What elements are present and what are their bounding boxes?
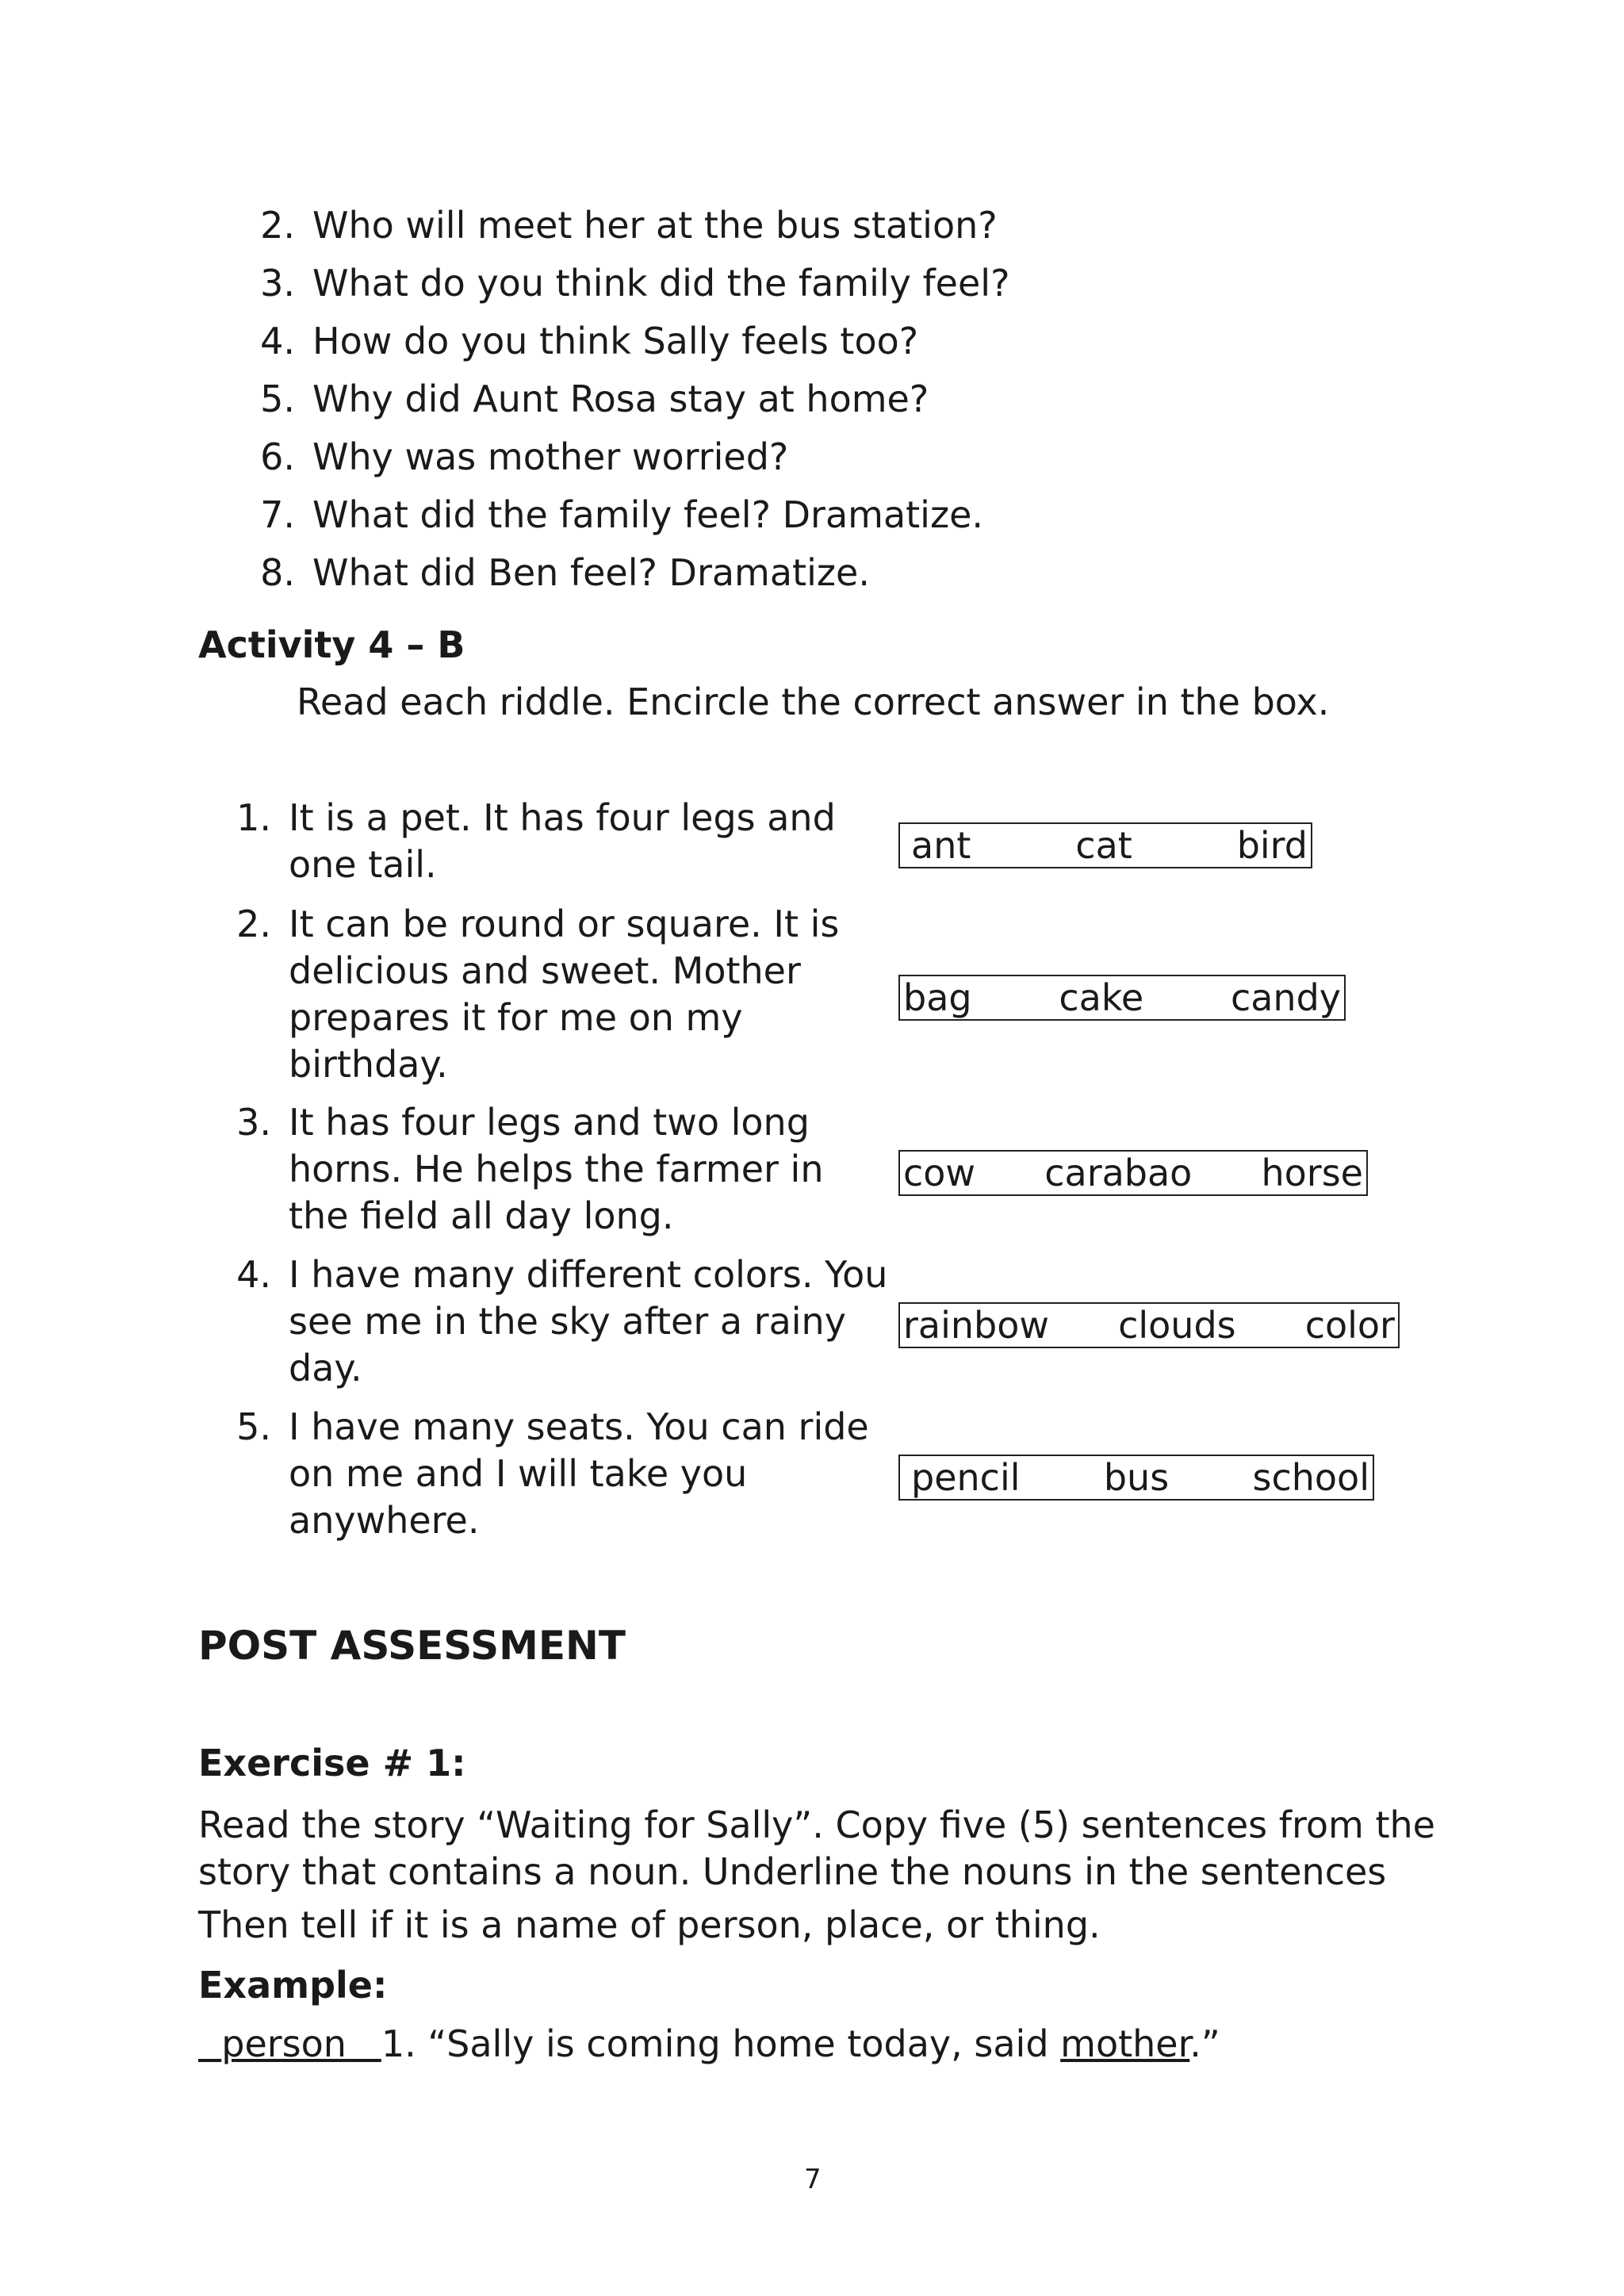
choice[interactable]: carabao: [1044, 1152, 1193, 1194]
choice[interactable]: color: [1304, 1304, 1395, 1347]
activity-heading: Activity 4 – B: [198, 623, 465, 666]
list-item: 2. Who will meet her at the bus station?: [260, 204, 998, 247]
choice[interactable]: clouds: [1118, 1304, 1236, 1347]
choice[interactable]: candy: [1230, 976, 1341, 1019]
choice[interactable]: ant: [911, 824, 971, 867]
list-item: 6. Why was mother worried?: [260, 435, 789, 478]
question-list: [238, 197, 1009, 602]
list-item: 4. How do you think Sally feels too?: [260, 320, 919, 362]
exercise-instructions: Read the story “Waiting for Sally”. Copy five (5) sentences from the story that contains a noun. Underline the nouns in the sentences: [198, 1803, 1435, 1893]
post-assessment-heading: POST ASSESSMENT: [198, 1623, 626, 1669]
answer-box: [898, 822, 1312, 868]
answer-box: [898, 975, 1346, 1021]
list-item: 5. Why did Aunt Rosa stay at home?: [260, 378, 929, 420]
example-sentence: person 1. “Sally is coming home today, said mother.”: [198, 2022, 1220, 2065]
list-item: 3. What do you think did the family feel?: [260, 262, 1010, 305]
exercise-instructions-cont: Then tell if it is a name of person, place, or thing.: [198, 1903, 1101, 1946]
choice[interactable]: bag: [903, 976, 972, 1019]
underlined-noun: mother: [1060, 2022, 1190, 2065]
choice[interactable]: bus: [1103, 1456, 1170, 1499]
choice[interactable]: cow: [903, 1152, 976, 1194]
choice[interactable]: pencil: [911, 1456, 1021, 1499]
riddle-item: 4. I have many different colors. You see me in the sky after a rainy day.: [236, 1253, 888, 1389]
answer-box: [898, 1302, 1400, 1348]
example-heading: Example:: [198, 1964, 388, 2007]
answer-box: [898, 1455, 1374, 1501]
page-number: 7: [804, 2164, 822, 2195]
riddle-item: 2. It can be round or square. It is delicious and sweet. Mother prepares it for me on my birthday.: [236, 903, 840, 1086]
riddle-item: 5. I have many seats. You can ride on me and I will take you anywhere.: [236, 1405, 869, 1542]
riddle-item: 3. It has four legs and two long horns. He helps the farmer in the field all day long.: [236, 1101, 824, 1237]
riddle-list: [214, 795, 888, 1556]
riddle-item: 1. It is a pet. It has four legs and one tail.: [236, 796, 836, 886]
choice[interactable]: cat: [1075, 824, 1132, 867]
list-item: 8. What did Ben feel? Dramatize.: [260, 551, 870, 594]
list-item: 7. What did the family feel? Dramatize.: [260, 493, 984, 536]
choice[interactable]: horse: [1261, 1152, 1363, 1194]
choice[interactable]: cake: [1059, 976, 1144, 1019]
choice[interactable]: rainbow: [903, 1304, 1049, 1347]
activity-instruction: Read each riddle. Encircle the correct answer in the box.: [297, 680, 1330, 723]
exercise-heading: Exercise # 1:: [198, 1742, 466, 1784]
choice[interactable]: school: [1252, 1456, 1369, 1499]
choice[interactable]: bird: [1236, 824, 1308, 867]
answer-box: [898, 1150, 1368, 1196]
example-answer-blank: person: [221, 2022, 347, 2065]
